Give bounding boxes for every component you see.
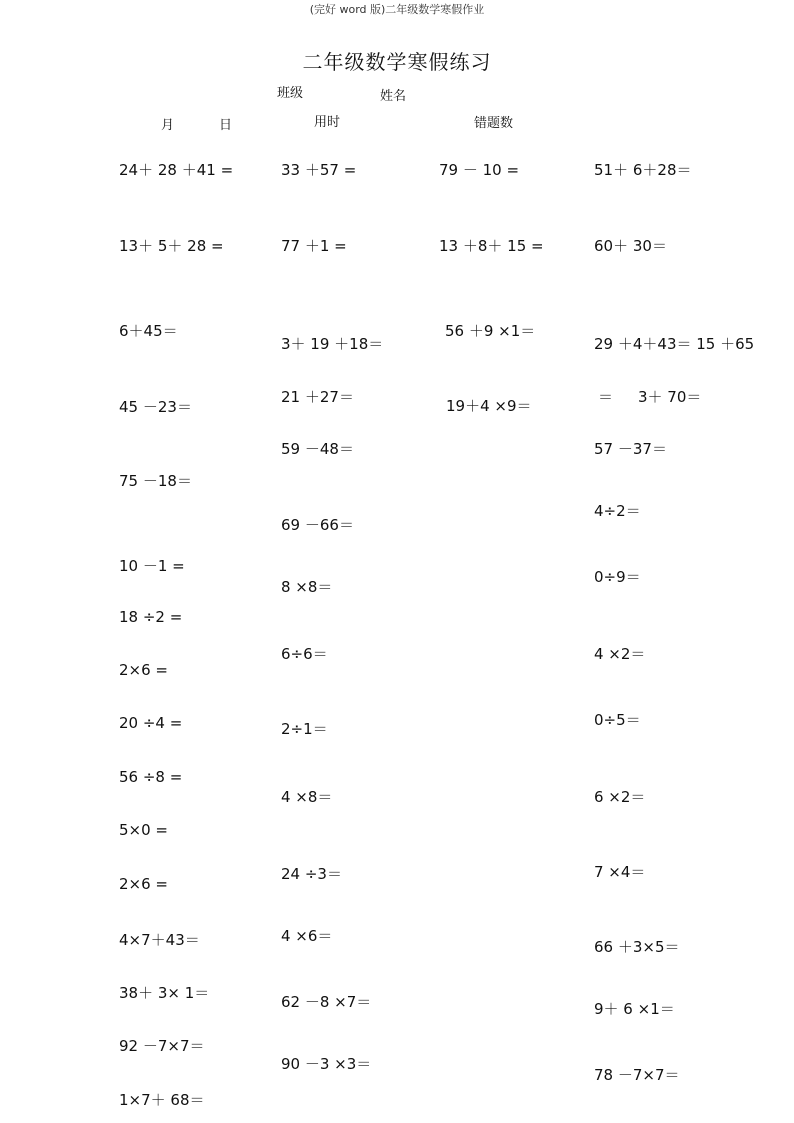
problem: 5×0 = <box>119 821 168 839</box>
problem: 6＋45＝ <box>119 322 178 340</box>
problem: 6 ×2＝ <box>594 788 646 806</box>
document-header: (完好 word 版)二年级数学寒假作业 <box>309 3 485 16</box>
month-label: 月 <box>161 118 175 133</box>
problem: 6÷6＝ <box>281 645 328 663</box>
problem: 8 ×8＝ <box>281 578 333 596</box>
problem: 3＋ 19 ＋18＝ <box>281 335 384 353</box>
page-title: 二年级数学寒假练习 <box>302 50 492 74</box>
problem: 20 ÷4 = <box>119 714 183 732</box>
problem: 45 －23＝ <box>119 398 192 416</box>
day-label: 日 <box>219 118 233 133</box>
problem: 7 ×4＝ <box>594 863 646 881</box>
problem: 13＋ 5＋ 28 = <box>119 237 224 255</box>
problem: 62 －8 ×7＝ <box>281 993 372 1011</box>
problem: 59 －48＝ <box>281 440 354 458</box>
problem: 38＋ 3× 1＝ <box>119 984 210 1002</box>
problem: 29 ＋4＋43＝ 15 ＋65 <box>594 335 755 353</box>
problem: 79 － 10 = <box>439 161 520 179</box>
problem: 21 ＋27＝ <box>281 388 354 406</box>
problem: 4×7＋43＝ <box>119 931 200 949</box>
problem: 24 ÷3＝ <box>281 865 342 883</box>
problem: 33 ＋57 = <box>281 161 357 179</box>
time-label: 用时 <box>314 115 341 130</box>
problem: 0÷9＝ <box>594 568 641 586</box>
problem: 4 ×8＝ <box>281 788 333 806</box>
problem: 3＋ 70＝ <box>638 388 702 406</box>
problem: 92 －7×7＝ <box>119 1037 205 1055</box>
problem: 4 ×2＝ <box>594 645 646 663</box>
class-label: 班级 <box>277 86 304 101</box>
problem: 1×7＋ 68＝ <box>119 1091 205 1109</box>
problem: 2×6 = <box>119 661 168 679</box>
problem: 77 ＋1 = <box>281 237 347 255</box>
problem: 4÷2＝ <box>594 502 641 520</box>
problem: 51＋ 6＋28＝ <box>594 161 692 179</box>
problem: 57 －37＝ <box>594 440 667 458</box>
problem: 24＋ 28 ＋41 = <box>119 161 234 179</box>
problem: 56 ÷8 = <box>119 768 183 786</box>
name-label: 姓名 <box>380 89 407 104</box>
problem: 56 ＋9 ×1＝ <box>445 322 536 340</box>
problem: 60＋ 30＝ <box>594 237 667 255</box>
problem: 75 －18＝ <box>119 472 192 490</box>
problem: 9＋ 6 ×1＝ <box>594 1000 675 1018</box>
problem: 13 ＋8＋ 15 = <box>439 237 544 255</box>
errors-label: 错题数 <box>474 116 514 131</box>
problem: 90 －3 ×3＝ <box>281 1055 372 1073</box>
problem: 2×6 = <box>119 875 168 893</box>
problem: 69 －66＝ <box>281 516 354 534</box>
problem: 78 －7×7＝ <box>594 1066 680 1084</box>
problem: ＝ <box>598 388 614 406</box>
problem: 2÷1＝ <box>281 720 328 738</box>
problem: 18 ÷2 = <box>119 608 183 626</box>
problem: 0÷5＝ <box>594 711 641 729</box>
problem: 10 －1 = <box>119 557 185 575</box>
problem: 4 ×6＝ <box>281 927 333 945</box>
problem: 66 ＋3×5＝ <box>594 938 680 956</box>
problem: 19＋4 ×9＝ <box>446 397 532 415</box>
